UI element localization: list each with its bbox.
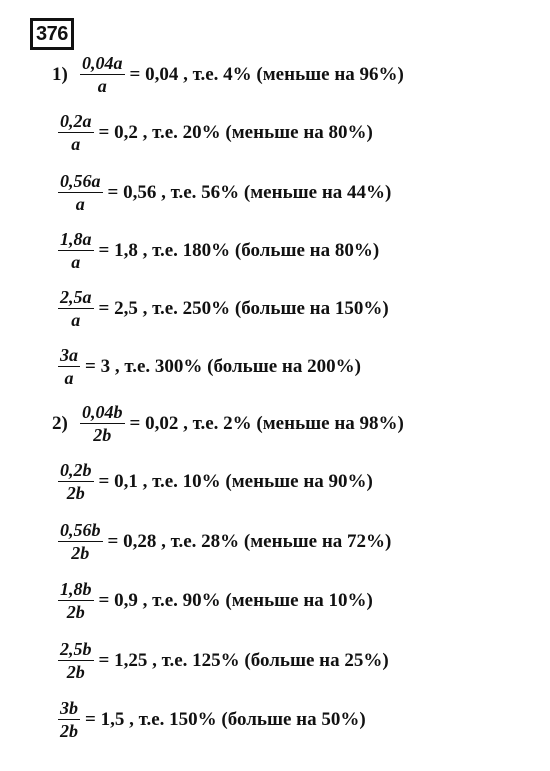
fraction [58, 110, 94, 155]
solution-row [58, 110, 373, 155]
solution-row [52, 401, 404, 446]
fraction-numerator: 3b [60, 698, 78, 718]
fraction-denominator: 2b [71, 543, 90, 563]
fraction [80, 401, 125, 446]
fraction [80, 52, 125, 97]
result-text: = 2,5 , т.е. 250% (больше на 150%) [98, 297, 389, 319]
solution-row [58, 170, 391, 215]
fraction-denominator: 2b [66, 662, 85, 682]
fraction-denominator: 2b [60, 721, 78, 741]
fraction-numerator: 0,56a [60, 171, 101, 191]
fraction-numerator: 0,56b [60, 520, 101, 540]
fraction-numerator: 1,8b [60, 579, 92, 599]
result-text: = 1,25 , т.е. 125% (больше на 25%) [98, 649, 389, 671]
fraction-numerator: 0,04b [82, 402, 123, 422]
fraction [58, 519, 103, 564]
fraction-denominator: a [75, 194, 85, 214]
fraction-numerator: 1,8a [60, 229, 92, 249]
fraction [58, 638, 94, 683]
fraction [58, 286, 94, 331]
result-text: = 0,56 , т.е. 56% (меньше на 44%) [107, 181, 392, 203]
fraction-numerator: 0,2a [60, 111, 92, 131]
result-text: = 0,28 , т.е. 28% (меньше на 72%) [107, 530, 392, 552]
fraction-numerator: 2,5a [60, 287, 92, 307]
solution-row [52, 52, 404, 97]
fraction [58, 697, 80, 742]
solution-row [58, 578, 373, 623]
result-text: = 0,1 , т.е. 10% (меньше на 90%) [98, 470, 373, 492]
fraction-numerator: 3a [60, 345, 78, 365]
fraction [58, 170, 103, 215]
fraction-denominator: 2b [93, 425, 112, 445]
part-label: 1) [52, 63, 68, 85]
result-text: = 1,5 , т.е. 150% (больше на 50%) [85, 708, 366, 730]
fraction-numerator: 2,5b [60, 639, 92, 659]
solution-row [58, 344, 361, 389]
part-label: 2) [52, 412, 68, 434]
solution-row [58, 638, 389, 683]
task-number-badge: 376 [30, 18, 74, 50]
result-text: = 0,2 , т.е. 20% (меньше на 80%) [98, 121, 373, 143]
fraction-denominator: a [71, 252, 81, 272]
solution-row [58, 228, 379, 273]
fraction-denominator: a [97, 76, 107, 96]
fraction [58, 578, 94, 623]
fraction-denominator: 2b [66, 483, 85, 503]
fraction [58, 344, 80, 389]
result-text: = 3 , т.е. 300% (больше на 200%) [85, 355, 361, 377]
fraction-denominator: a [71, 134, 81, 154]
solution-row [58, 459, 373, 504]
fraction-denominator: 2b [66, 602, 85, 622]
solution-row [58, 697, 366, 742]
fraction [58, 459, 94, 504]
fraction-numerator: 0,2b [60, 460, 92, 480]
solution-row [58, 519, 391, 564]
fraction-denominator: a [71, 310, 81, 330]
fraction-denominator: a [64, 368, 74, 388]
fraction [58, 228, 94, 273]
result-text: = 0,04 , т.е. 4% (меньше на 96%) [129, 63, 404, 85]
solution-row [58, 286, 389, 331]
result-text: = 0,02 , т.е. 2% (меньше на 98%) [129, 412, 404, 434]
result-text: = 1,8 , т.е. 180% (больше на 80%) [98, 239, 380, 261]
result-text: = 0,9 , т.е. 90% (меньше на 10%) [98, 589, 373, 611]
fraction-numerator: 0,04a [82, 53, 123, 73]
